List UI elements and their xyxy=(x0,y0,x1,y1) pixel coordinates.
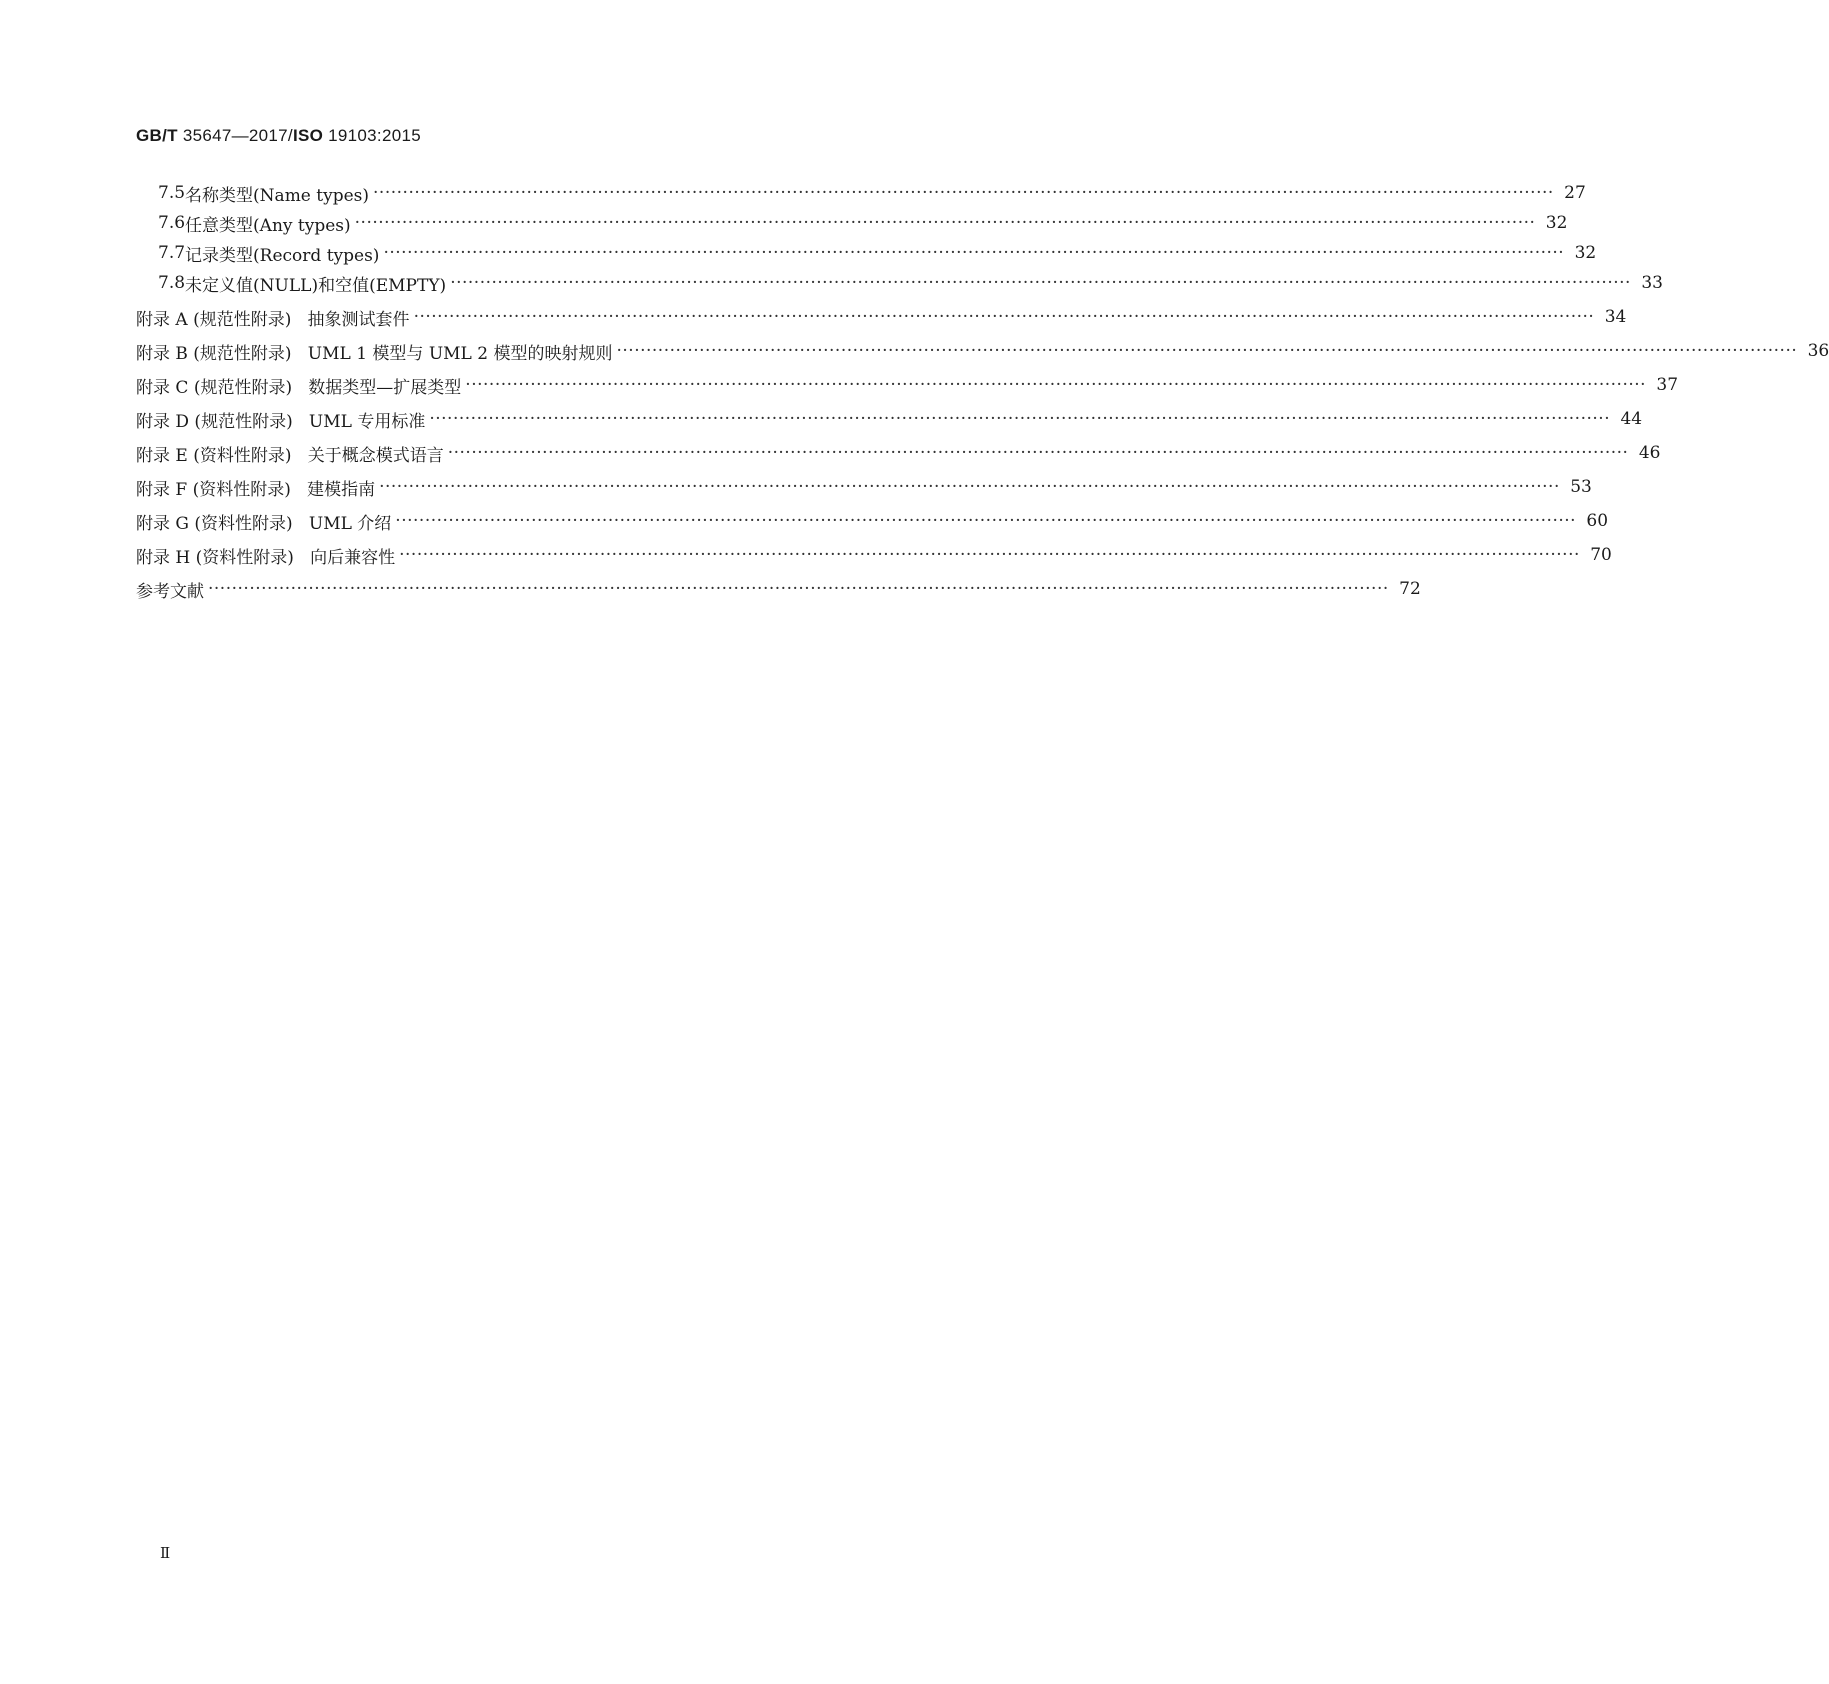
toc-entry-appendix-c[interactable] xyxy=(136,370,1679,400)
toc-entry-title: 未定义值(NULL)和空值(EMPTY) xyxy=(185,275,447,296)
toc-entry-title: 附录 E (资料性附录) 关于概念模式语言 xyxy=(136,445,444,466)
toc-entry-title: 附录 B (规范性附录) UML 1 模型与 UML 2 模型的映射规则 xyxy=(136,343,613,364)
toc-entry-appendix-a[interactable] xyxy=(136,302,1627,332)
toc-entry-7-8[interactable] xyxy=(136,268,1663,298)
toc-entry-page: 46 xyxy=(1638,443,1661,463)
toc-entry-title: 附录 H (资料性附录) 向后兼容性 xyxy=(136,547,396,568)
toc-entry-page: 53 xyxy=(1570,477,1592,497)
dot-leader: ········································································································································································································ xyxy=(208,579,1389,599)
document-header xyxy=(136,126,421,146)
toc-entry-appendix-f[interactable] xyxy=(136,472,1592,502)
toc-entry-title: 附录 G (资料性附录) UML 介绍 xyxy=(136,513,392,534)
dot-leader: ········································································································································································································ xyxy=(395,511,1577,531)
toc-entry-page: 36 xyxy=(1807,341,1829,361)
toc-entry-7-6[interactable] xyxy=(136,208,1568,238)
toc-entry-page: 37 xyxy=(1656,375,1679,395)
dot-leader: ········································································································································································································ xyxy=(383,243,1565,263)
toc-entry-number: 7.5 xyxy=(158,183,186,203)
toc-entry-title: 附录 A (规范性附录) 抽象测试套件 xyxy=(136,309,410,330)
page-number: Ⅱ xyxy=(160,1544,171,1562)
toc-entry-number: 7.8 xyxy=(158,273,186,293)
dot-leader: ········································································································································································································ xyxy=(379,477,1560,497)
iso-prefix: ISO xyxy=(292,126,324,145)
toc-entry-page: 32 xyxy=(1574,243,1597,263)
toc-entry-appendix-g[interactable] xyxy=(136,506,1609,536)
standard-prefix: GB/T xyxy=(136,126,178,145)
toc-entry-appendix-e[interactable] xyxy=(136,438,1661,468)
toc-entry-number: 7.6 xyxy=(158,213,186,233)
dot-leader: ········································································································································································································ xyxy=(447,443,1629,463)
toc-entry-appendix-d[interactable] xyxy=(136,404,1643,434)
toc-entry-title: 名称类型(Name types) xyxy=(185,185,370,206)
dot-leader: ········································································································································································································ xyxy=(450,273,1631,293)
toc-entry-appendix-h[interactable] xyxy=(136,540,1612,570)
dot-leader: ········································································································································································································ xyxy=(373,183,1554,203)
toc-entry-title: 任意类型(Any types) xyxy=(185,215,351,236)
dot-leader: ········································································································································································································ xyxy=(429,409,1611,429)
toc-entry-page: 70 xyxy=(1590,545,1612,565)
toc-entry-title: 附录 C (规范性附录) 数据类型—扩展类型 xyxy=(136,377,462,398)
toc-entry-page: 32 xyxy=(1545,213,1568,233)
toc-entry-number: 7.7 xyxy=(158,243,186,263)
dot-leader: ········································································································································································································ xyxy=(413,307,1595,327)
dot-leader: ········································································································································································································ xyxy=(399,545,1580,565)
toc-entry-title: 附录 F (资料性附录) 建模指南 xyxy=(136,479,376,500)
iso-number: 19103:2015 xyxy=(323,126,421,145)
toc-entry-title: 参考文献 xyxy=(136,581,204,602)
toc-entry-page: 44 xyxy=(1620,409,1643,429)
toc-entry-page: 60 xyxy=(1586,511,1609,531)
dot-leader: ········································································································································································································ xyxy=(465,375,1647,395)
toc-entry-references[interactable] xyxy=(136,574,1421,604)
standard-number: 35647—2017/ xyxy=(177,126,293,145)
toc-entry-title: 附录 D (规范性附录) UML 专用标准 xyxy=(136,411,426,432)
toc-entry-page: 34 xyxy=(1604,307,1627,327)
toc-entry-title: 记录类型(Record types) xyxy=(185,245,380,266)
toc-entry-page: 27 xyxy=(1564,183,1586,203)
dot-leader: ········································································································································································································ xyxy=(354,213,1536,233)
toc-entry-page: 33 xyxy=(1641,273,1663,293)
toc-entry-7-5[interactable] xyxy=(136,178,1586,208)
toc-entry-7-7[interactable] xyxy=(136,238,1597,268)
dot-leader: ········································································································································································································ xyxy=(616,341,1798,361)
toc-entry-appendix-b[interactable] xyxy=(136,336,1829,366)
toc-entry-page: 72 xyxy=(1399,579,1421,599)
